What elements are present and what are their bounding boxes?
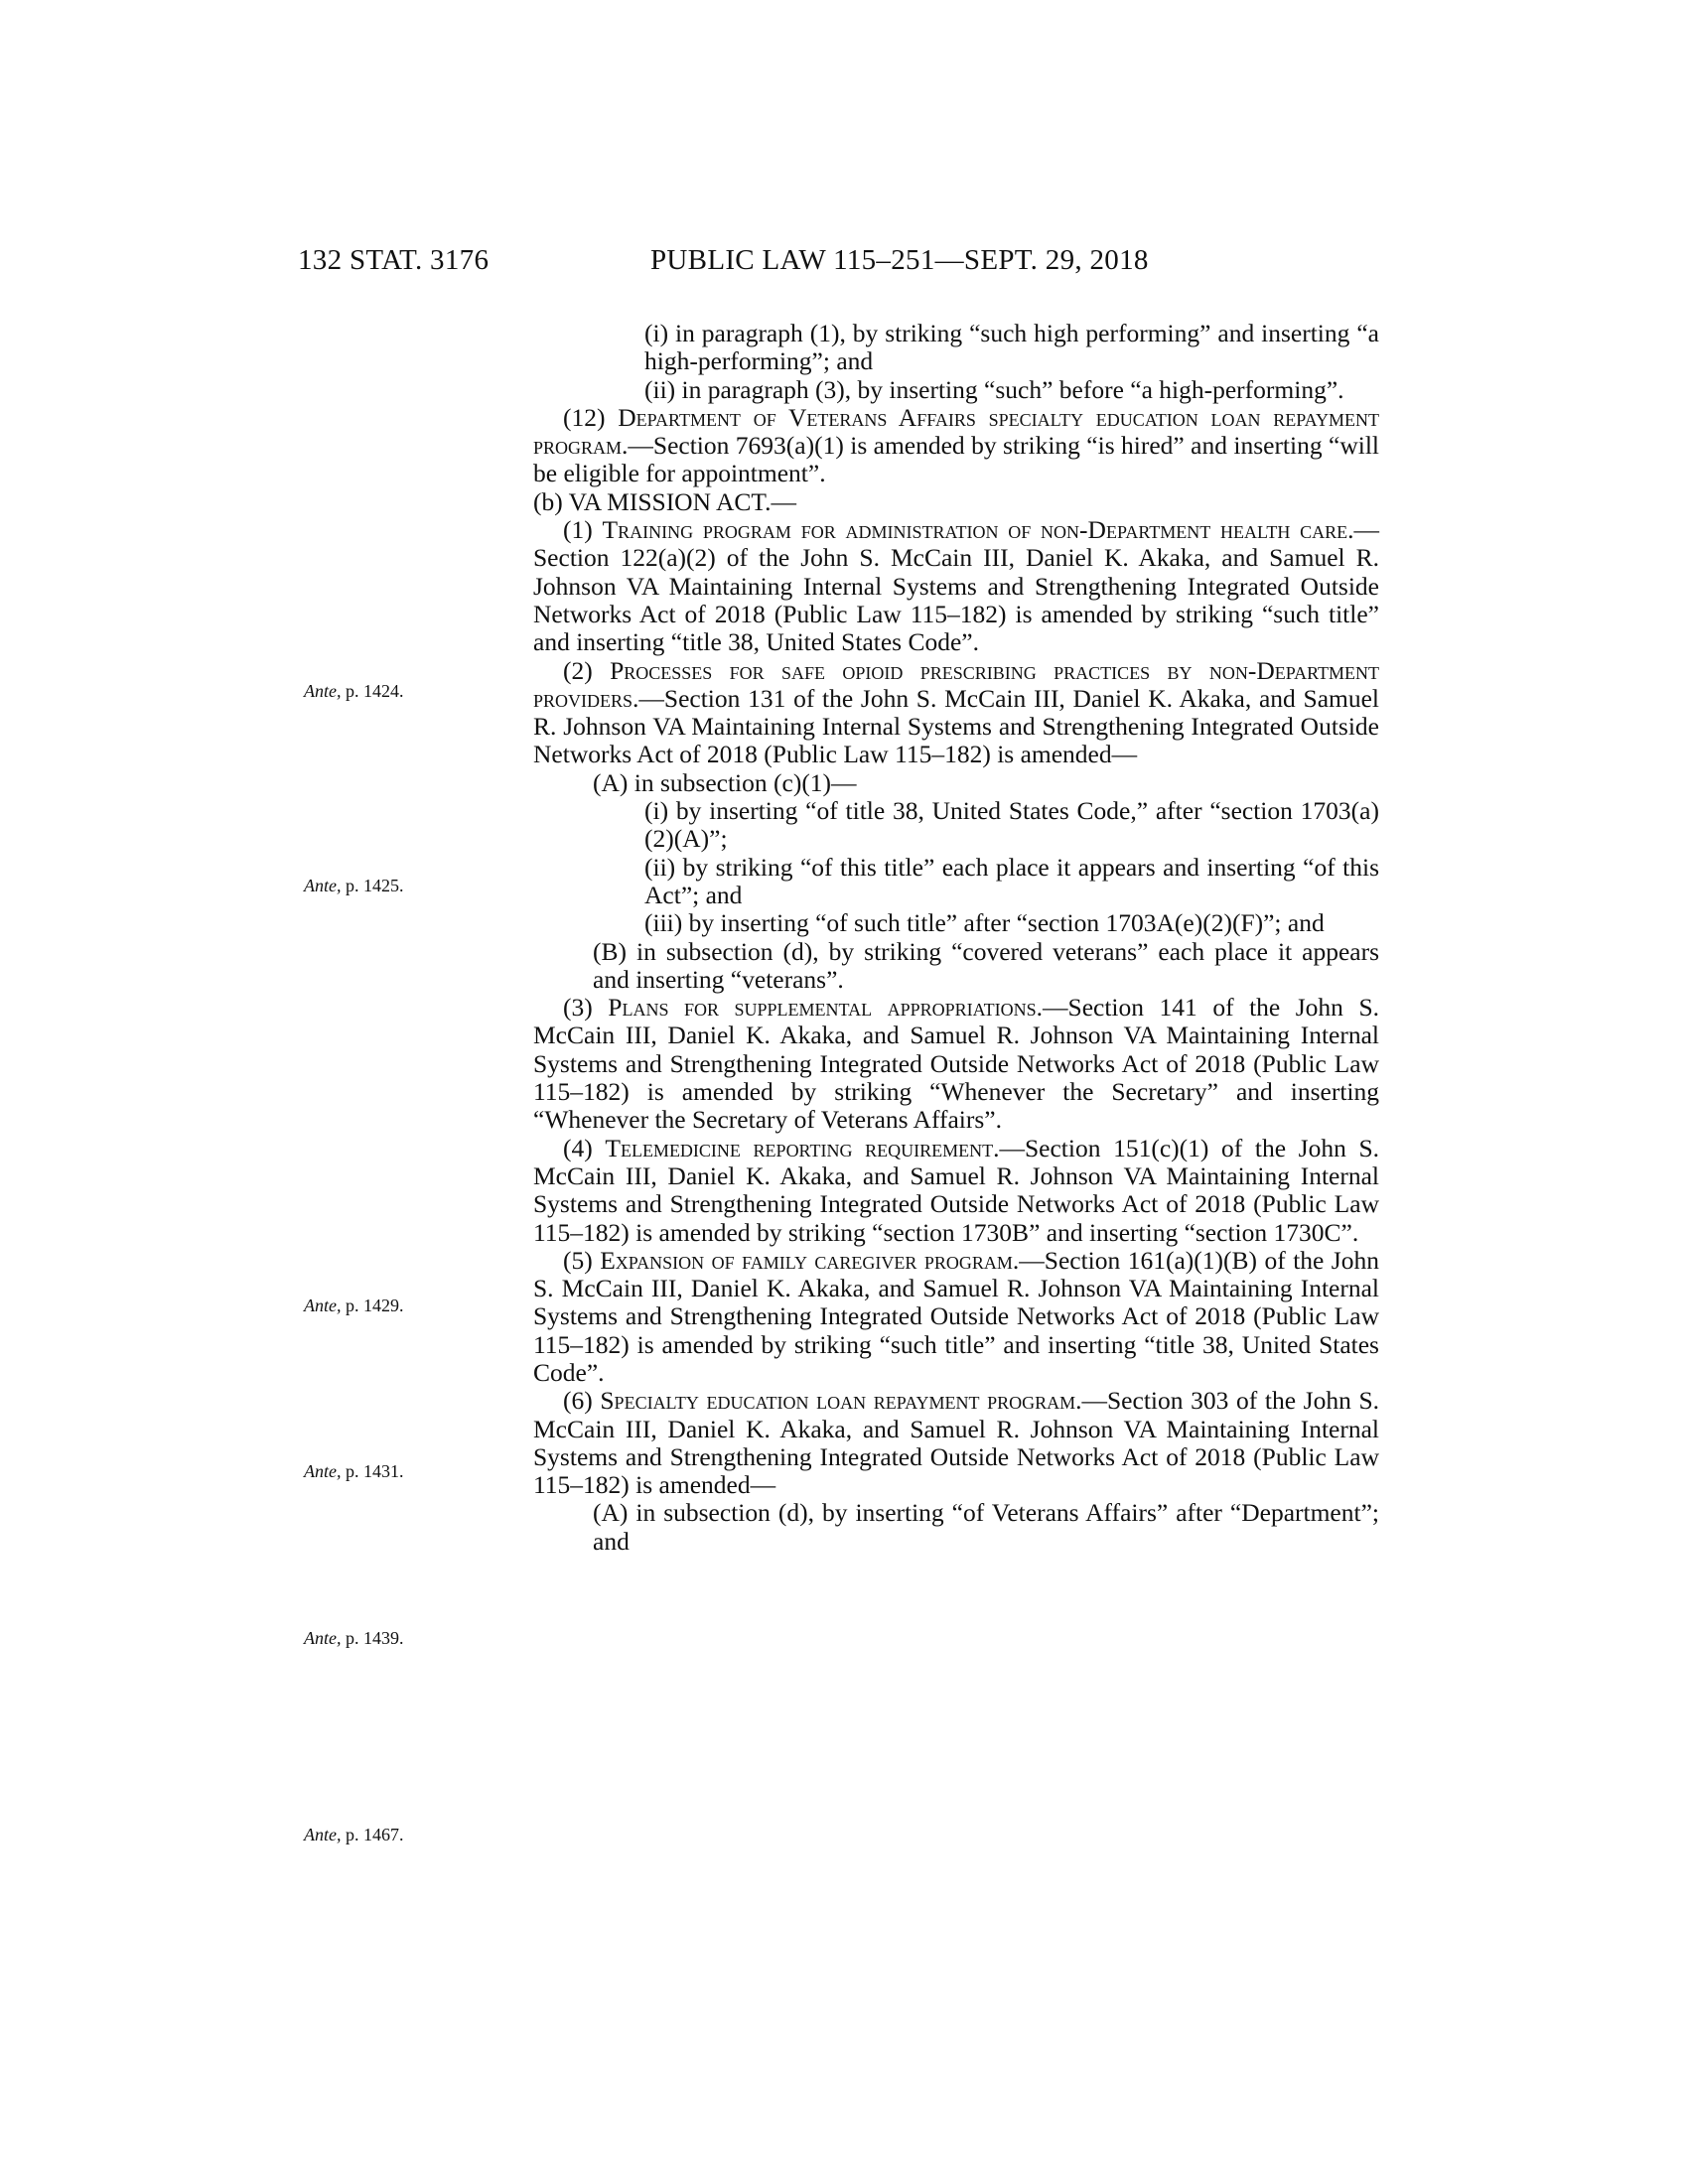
page-title: PUBLIC LAW 115–251—SEPT. 29, 2018: [650, 244, 1149, 276]
margin-note: Ante, p. 1424.: [304, 681, 404, 701]
margin-note: Ante, p. 1439.: [304, 1628, 404, 1648]
paragraph-1: (1) Training program for administration of non-Department health care.—Section 122(a)(2) of the John S. McCain III, Daniel K. Akaka, and Samuel R. Johnson VA Maintaining Internal Systems and Strengthening Integrated Outside Networks Act of 2018 (Public Law 115–182) is amended by striking “such title” and inserting “title 38, United States Code”.: [533, 515, 1380, 657]
statute-citation: 132 STAT. 3176: [298, 244, 490, 276]
paragraph-heading: Training program for administration of non-Department health care.: [602, 515, 1354, 545]
subsection-b-heading: (b) VA MISSION ACT.—: [533, 486, 796, 516]
paragraph-5: (5) Expansion of family caregiver program.—Section 161(a)(1)(B) of the John S. McCain III, Daniel K. Akaka, and Samuel R. Johnson VA Maintaining Internal Systems and Strengthening Integrated Outside Networks Act of 2018 (Public Law 115–182) is amended by striking “such title” and inserting “title 38, United States Code”.: [533, 1245, 1379, 1387]
paragraph-12: (12) Department of Veterans Affairs specialty education loan repayment program.—Section 7693(a)(1) is amended by striking “is hired” and inserting “will be eligible for appointment”.: [533, 402, 1379, 488]
subparagraph-B: (B) in subsection (d), by striking “covered veterans” each place it appears and inserting “veterans”.: [593, 936, 1379, 994]
paragraph-heading: Department of Veterans Affairs specialty education loan repayment program.: [533, 402, 1379, 461]
clause-iii: (iii) by inserting “of such title” after “section 1703A(e)(2)(F)”; and: [644, 908, 1325, 938]
clause-i: (i) by inserting “of title 38, United States Code,” after “section 1703(a)(2)(A)”;: [644, 796, 1379, 854]
paragraph-2: (2) Processes for safe opioid prescribing practices by non-Department providers.—Section 131 of the John S. McCain III, Daniel K. Akaka, and Samuel R. Johnson VA Maintaining Internal Systems and Strengthening Integrated Outside Networks Act of 2018 (Public Law 115–182) is amended—: [533, 655, 1380, 769]
paragraph-heading: Telemedicine reporting requirement.: [605, 1133, 1000, 1162]
paragraph-heading: Plans for supplemental appropriations.: [608, 993, 1044, 1023]
margin-note: Ante, p. 1431.: [304, 1461, 404, 1481]
margin-note: Ante, p. 1467.: [304, 1825, 404, 1844]
paragraph-heading: Processes for safe opioid prescribing practices by non-Department providers.: [533, 655, 1380, 713]
paragraph-heading: Specialty education loan repayment program.: [600, 1386, 1082, 1416]
clause-i: (i) in paragraph (1), by striking “such high performing” and inserting “a high-performing”; and: [644, 319, 1379, 376]
margin-note: Ante, p. 1425.: [304, 876, 404, 895]
statute-body: [533, 320, 1379, 1556]
clause-ii: (ii) in paragraph (3), by inserting “such” before “a high-performing”.: [644, 374, 1344, 404]
paragraph-4: (4) Telemedicine reporting requirement.—Section 151(c)(1) of the John S. McCain III, Daniel K. Akaka, and Samuel R. Johnson VA Maintaining Internal Systems and Strengthening Integrated Outside Networks Act of 2018 (Public Law 115–182) is amended by striking “section 1730B” and inserting “section 1730C”.: [533, 1133, 1380, 1247]
paragraph-3: (3) Plans for supplemental appropriations.—Section 141 of the John S. McCain III, Daniel K. Akaka, and Samuel R. Johnson VA Maintaining Internal Systems and Strengthening Integrated Outside Networks Act of 2018 (Public Law 115–182) is amended by striking “Whenever the Secretary” and inserting “Whenever the Secretary of Veterans Affairs”.: [533, 993, 1380, 1135]
subparagraph-A: (A) in subsection (d), by inserting “of Veterans Affairs” after “Department”; and: [593, 1498, 1379, 1556]
subparagraph-A: (A) in subsection (c)(1)—: [593, 767, 857, 797]
clause-ii: (ii) by striking “of this title” each place it appears and inserting “of this Act”; and: [644, 852, 1379, 909]
paragraph-heading: Expansion of family caregiver program.: [600, 1245, 1020, 1275]
paragraph-6: (6) Specialty education loan repayment program.—Section 303 of the John S. McCain III, Daniel K. Akaka, and Samuel R. Johnson VA Maintaining Internal Systems and Strengthening Integrated Outside Networks Act of 2018 (Public Law 115–182) is amended—: [533, 1386, 1380, 1500]
margin-note: Ante, p. 1429.: [304, 1296, 404, 1315]
margin-notes: [0, 0, 457, 2184]
